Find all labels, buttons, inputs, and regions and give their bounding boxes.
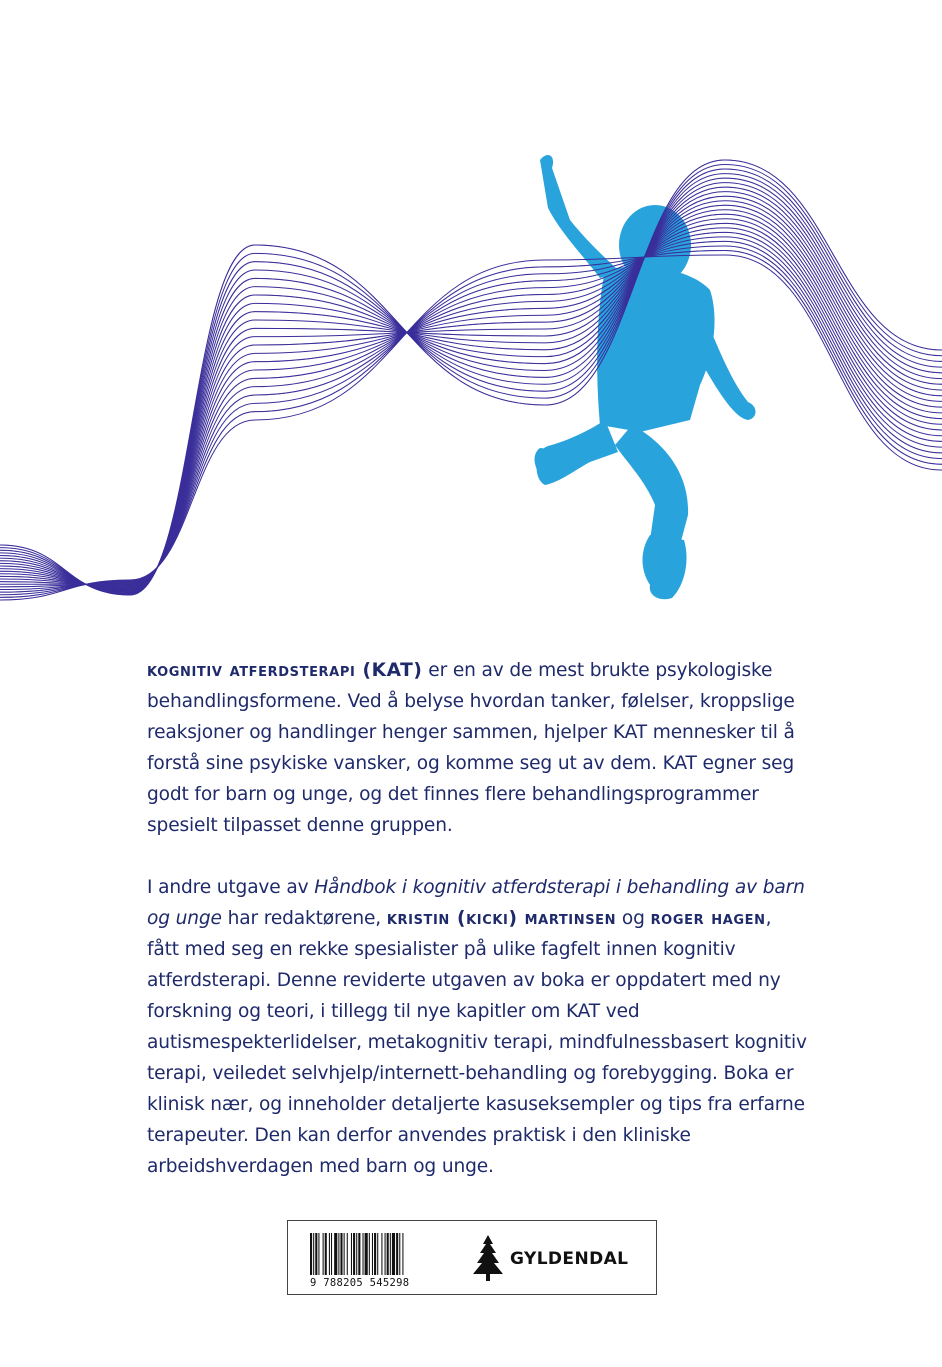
- barcode-bar: [372, 1233, 373, 1275]
- wave-lines: [0, 160, 942, 600]
- editor-2: roger hagen: [650, 908, 766, 929]
- barcode-bar: [377, 1233, 378, 1275]
- wave-line: [0, 160, 942, 595]
- barcode-bar: [334, 1233, 337, 1275]
- barcode-bar: [325, 1233, 327, 1275]
- wave-line: [0, 255, 942, 600]
- paragraph-2-mid-2: og: [616, 908, 651, 929]
- paragraph-2-rest: , fått med seg en rekke spesialister på ulike fagfelt innen kognitiv atferdsterapi. Denne reviderte utgaven av boka er oppdatert med ny forskning og teori, i tillegg til nye kapitler om KAT ved autismespekterlidelser, metakognitiv terapi, mindfulnessbasert kognitiv terapi, veiledet selvhjelp/internett-behandling og forebygging. Boka er klinisk nær, og inneholder detaljerte kasuseksempler og tips fra erfarne terapeuter. Den kan derfor anvendes praktisk i den kliniske arbeidshverdagen med barn og unge.: [147, 908, 807, 1177]
- barcode-bar: [329, 1233, 330, 1275]
- wave-line: [0, 178, 942, 592]
- wave-line: [0, 169, 942, 594]
- barcode-bar: [323, 1233, 324, 1275]
- barcode-bar: [399, 1233, 400, 1275]
- description-paragraph-2: [147, 872, 807, 1182]
- wave-line: [0, 178, 942, 592]
- barcode-bar: [318, 1233, 319, 1275]
- barcode-bar: [392, 1233, 395, 1275]
- wave-lines-overlay: [0, 160, 942, 597]
- barcode-bar: [369, 1233, 370, 1275]
- barcode-bar: [353, 1233, 355, 1275]
- description-paragraph-1: [147, 655, 807, 841]
- barcode-bar: [381, 1233, 382, 1275]
- paragraph-2-intro: I andre utgave av: [147, 877, 315, 898]
- wave-line: [0, 187, 942, 591]
- wave-line: [0, 165, 942, 595]
- wave-line: [0, 169, 942, 594]
- wave-line: [0, 219, 942, 586]
- barcode-bar: [402, 1233, 403, 1275]
- barcode-bar: [390, 1233, 391, 1275]
- cover-illustration: [0, 0, 942, 620]
- barcode-bar: [396, 1233, 398, 1275]
- editor-1: kristin (kicki) martinsen: [386, 908, 617, 929]
- wave-line: [0, 250, 942, 597]
- barcode-bar: [331, 1233, 332, 1275]
- barcode-bar: [315, 1233, 317, 1275]
- barcode-bar: [358, 1233, 360, 1275]
- wave-line: [0, 228, 942, 584]
- wave-line: [0, 201, 942, 589]
- jumping-child-silhouette: [535, 155, 756, 599]
- wave-line: [0, 210, 942, 587]
- publisher-logo-text: GYLDENDAL: [510, 1249, 629, 1269]
- wave-line: [0, 232, 942, 587]
- barcode-bar: [351, 1233, 352, 1275]
- barcode-bar: [356, 1233, 357, 1275]
- barcode-panel: [287, 1220, 657, 1295]
- paragraph-1-text: er en av de mest brukte psykologiske behandlingsformene. Ved å belyse hvordan tanker, følelser, kroppslige reaksjoner og handlinger henger sammen, hjelper KAT mennesker til å forstå sine psykiske vansker, og komme seg ut av dem. KAT egner seg godt for barn og unge, og det finnes flere behandlingsprogrammer spesielt tilpasset denne gruppen.: [147, 660, 795, 836]
- barcode-bar: [344, 1233, 345, 1275]
- paragraph-2-mid-1: har redaktørene,: [221, 908, 387, 929]
- barcode-bar: [374, 1233, 376, 1275]
- barcode-bar: [365, 1233, 368, 1275]
- wave-line: [0, 250, 942, 597]
- barcode-bar: [340, 1233, 342, 1275]
- barcode-bar: [338, 1233, 339, 1275]
- wave-line: [0, 232, 942, 587]
- wave-line: [0, 160, 942, 595]
- barcode-bar: [387, 1233, 389, 1275]
- book-title: Håndbok i kognitiv atferdsterapi i behandling av barn og unge: [147, 877, 805, 929]
- isbn-number: 9 788205 545298: [310, 1277, 410, 1289]
- barcode-bar: [313, 1233, 314, 1275]
- back-cover-description: [147, 655, 807, 1182]
- barcode: [310, 1233, 446, 1275]
- barcode-bar: [347, 1233, 348, 1275]
- barcode-bar: [363, 1233, 364, 1275]
- tree-icon: [472, 1235, 504, 1281]
- wave-line: [0, 187, 942, 591]
- barcode-bar: [310, 1233, 312, 1275]
- barcode-bar: [385, 1233, 386, 1275]
- wave-line: [0, 205, 942, 588]
- wave-line: [0, 205, 942, 588]
- kat-heading: kognitiv atferdsterapi (KAT): [147, 660, 423, 681]
